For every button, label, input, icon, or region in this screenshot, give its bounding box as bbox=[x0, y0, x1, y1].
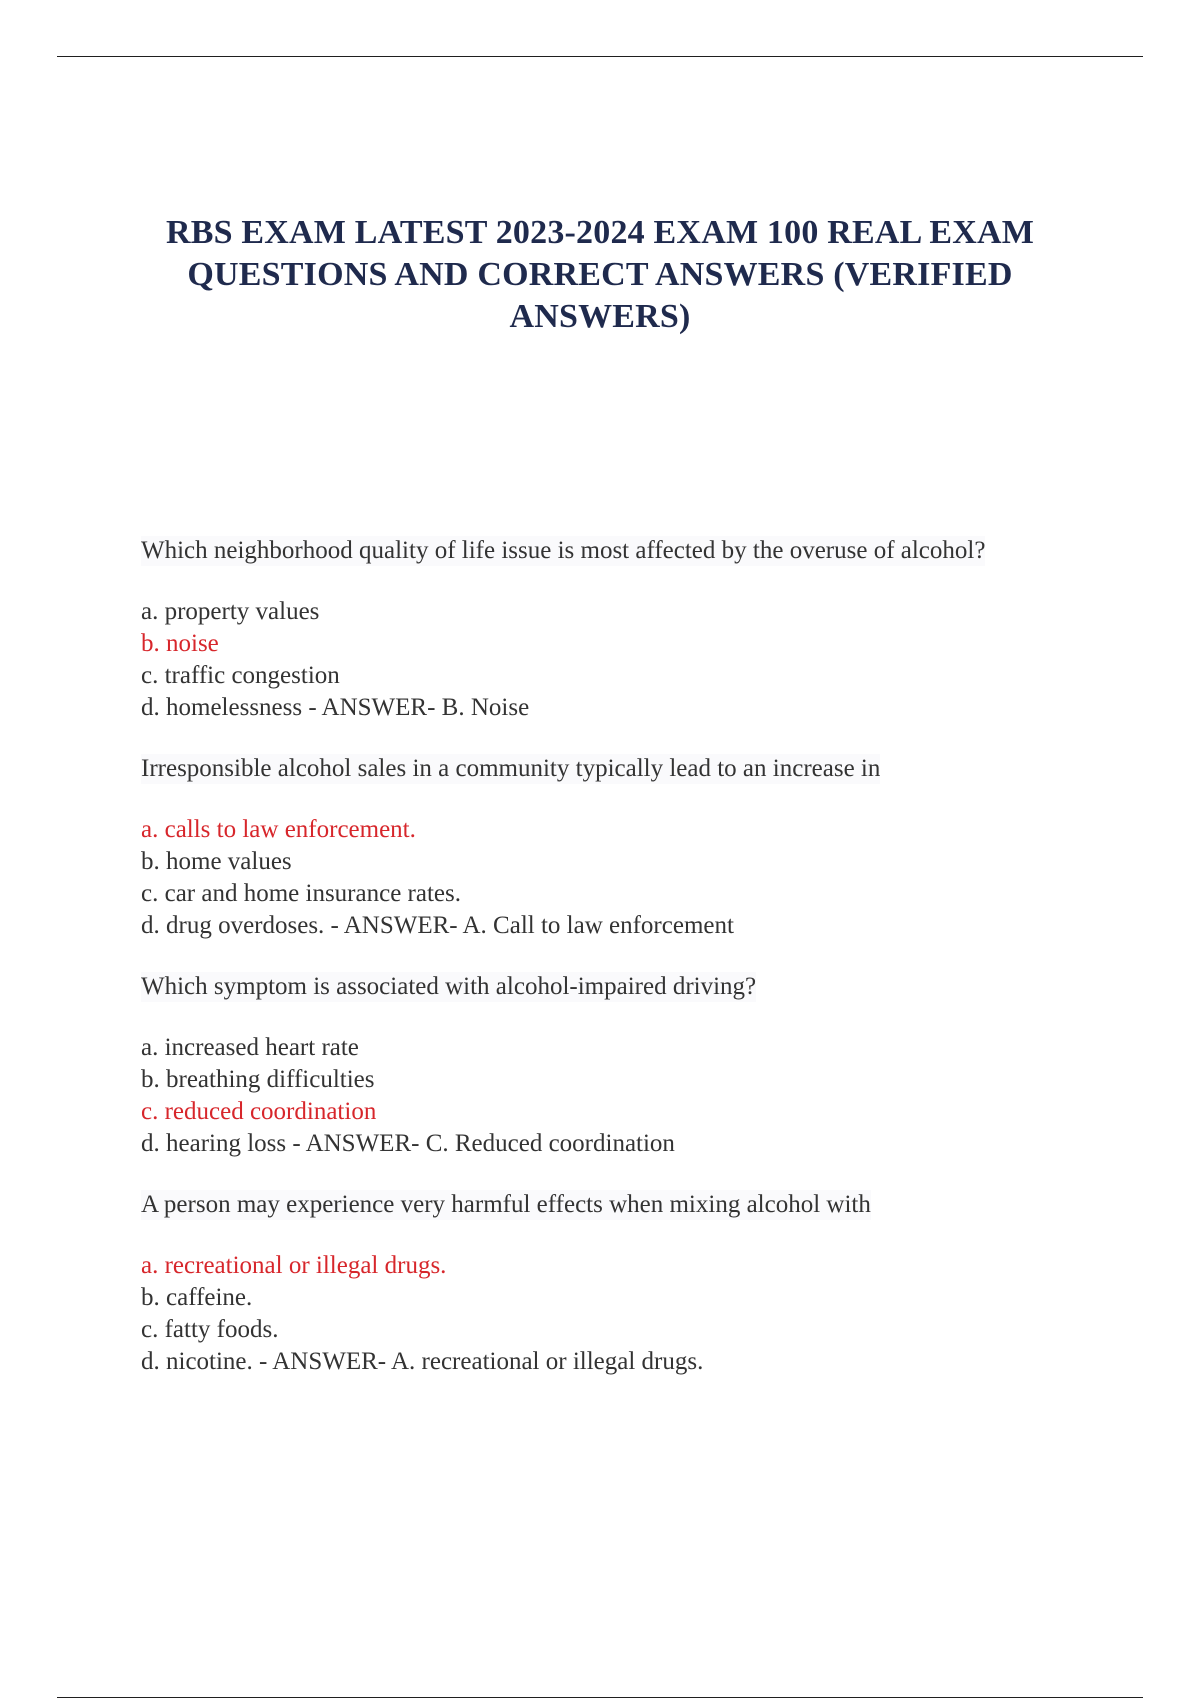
options-list bbox=[141, 814, 1041, 942]
question-text: A person may experience very harmful effects when mixing alcohol with bbox=[141, 1191, 871, 1218]
option-a-correct: a. recreational or illegal drugs. bbox=[141, 1252, 447, 1279]
option-a: a. increased heart rate bbox=[141, 1034, 359, 1061]
question-text: Which neighborhood quality of life issue is most affected by the overuse of alcohol? bbox=[141, 537, 986, 564]
top-rule bbox=[57, 56, 1143, 57]
options-list bbox=[141, 1250, 1041, 1378]
title-line-2: QUESTIONS AND CORRECT ANSWERS (VERIFIED bbox=[187, 256, 1013, 293]
questions-list bbox=[141, 536, 1041, 1408]
options-list bbox=[141, 1032, 1041, 1160]
question-block-2 bbox=[141, 754, 1041, 942]
title-line-3: ANSWERS) bbox=[509, 298, 691, 335]
option-c: c. car and home insurance rates. bbox=[141, 880, 461, 907]
option-b: b. home values bbox=[141, 848, 292, 875]
option-b: b. caffeine. bbox=[141, 1284, 253, 1311]
option-c: c. traffic congestion bbox=[141, 662, 340, 689]
question-block-3 bbox=[141, 972, 1041, 1160]
option-d-with-answer: d. drug overdoses. - ANSWER- A. Call to law enforcement bbox=[141, 912, 734, 939]
option-d-with-answer: d. homelessness - ANSWER- B. Noise bbox=[141, 694, 530, 721]
question-text: Which symptom is associated with alcohol-impaired driving? bbox=[141, 973, 757, 1000]
option-b: b. breathing difficulties bbox=[141, 1066, 375, 1093]
option-c: c. fatty foods. bbox=[141, 1316, 279, 1343]
option-b-correct: b. noise bbox=[141, 630, 219, 657]
option-d-with-answer: d. nicotine. - ANSWER- A. recreational or illegal drugs. bbox=[141, 1348, 704, 1375]
options-list bbox=[141, 596, 1041, 724]
bottom-rule bbox=[57, 1697, 1143, 1698]
question-text: Irresponsible alcohol sales in a community typically lead to an increase in bbox=[141, 755, 881, 782]
question-block-4 bbox=[141, 1190, 1041, 1378]
question-block-1 bbox=[141, 536, 1041, 724]
option-a-correct: a. calls to law enforcement. bbox=[141, 816, 416, 843]
option-a: a. property values bbox=[141, 598, 320, 625]
option-d-with-answer: d. hearing loss - ANSWER- C. Reduced coordination bbox=[141, 1130, 675, 1157]
title-line-1: RBS EXAM LATEST 2023-2024 EXAM 100 REAL EXAM bbox=[165, 214, 1034, 251]
option-c-correct: c. reduced coordination bbox=[141, 1098, 377, 1125]
document-title bbox=[120, 212, 1080, 338]
